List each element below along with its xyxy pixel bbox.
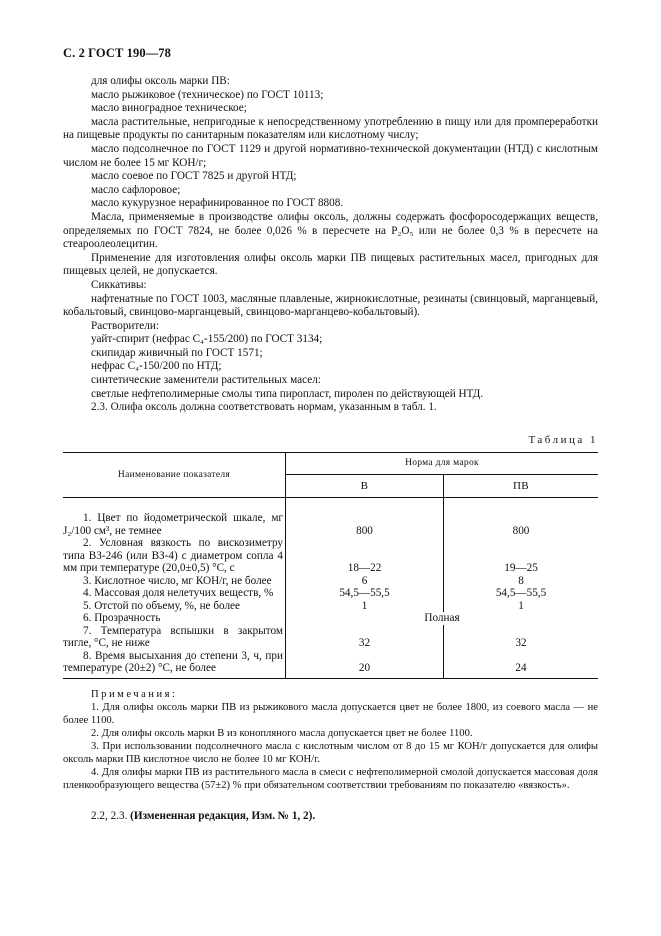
amendment-prefix: 2.2, 2.3. (91, 810, 131, 822)
indicator-text: 2. Условная вязкость по вискозиметру типа ВЗ-246 (или ВЗ-4) с диаметром сопла 4 мм при температуре (20,0±0,5) °С, с (63, 537, 283, 574)
notes-title: Примечания: (91, 689, 178, 700)
cell-value-pv: 24 (444, 650, 599, 679)
table-row (63, 600, 598, 613)
paragraph: масло кукурузное нерафинированное по ГОСТ 8808. (91, 197, 344, 210)
table-row (63, 625, 598, 650)
note-item: 2. Для олифы оксоль марки В из конопляного масла допускается цвет не более 1100. (91, 728, 473, 739)
cell-value-pv: 32 (515, 637, 527, 649)
cell-value-v: 18—22 (286, 537, 444, 575)
table-row (63, 537, 598, 575)
cell-indicator-name (63, 587, 286, 600)
cell-value-pv: 8 (518, 574, 524, 587)
paragraph: масло виноградное техническое; (91, 102, 247, 115)
paragraph: Сиккативы: (91, 278, 147, 291)
indicator-text: 6. Прозрачность (83, 612, 161, 624)
cell-value-v: 54,5—55,5 (286, 587, 444, 600)
column-header-name: Наименование показателя (63, 453, 286, 498)
indicator-text: 4. Массовая доля нелетучих веществ, % (83, 587, 274, 599)
paragraph: Растворители: (91, 319, 159, 332)
paragraph: светлые нефтеполимерные смолы типа пиропласт, пиролен по действующей НТД. (91, 387, 484, 400)
cell-value-pv: 54,5—55,5 (495, 587, 547, 599)
paragraph: Масла, применяемые в производстве олифы оксоль, должны содержать фосфоросодержащих веществ, определяемых по ГОСТ 7824, не более 0,026 % в пересчете на P₂O₅ или не более 0,3 % в пересчете на стеароолеолецитин. (63, 210, 598, 251)
paragraph: масло подсолнечное по ГОСТ 1129 и другой нормативно-технической документации (НТД) с кислотным числом не более 15 мг КОН/г; (63, 142, 598, 169)
note-item: 4. Для олифы марки ПВ из растительного масла в смеси с нефтеполимерной смолой допускается массовая доля пленкообразующего вещества (57±2) % при обязательном соответствии требованиям по показателю «вязкость». (63, 767, 598, 791)
cell-indicator-name (63, 625, 286, 650)
cell-value-v: 1 (286, 600, 444, 613)
note-item: 3. При использовании подсолнечного масла с кислотным числом от 8 до 15 мг КОН/г допускается для олифы оксоль марки ПВ кислотное число не более 10 мг КОН/г. (63, 741, 598, 765)
table-body (63, 498, 598, 679)
paragraph: нефрас С₄-150/200 по НТД; (91, 360, 222, 373)
cell-value-v: 6 (286, 575, 444, 588)
cell-value-pv: 19—25 (504, 562, 538, 574)
cell-value-v: 800 (286, 498, 444, 538)
cell-merged-value: Полная (424, 612, 460, 624)
paragraph: Применение для изготовления олифы оксоль марки ПВ пищевых растительных масел, пригодных для пищевых целей, не допускается. (63, 251, 598, 278)
column-header-v: В (286, 475, 444, 498)
indicator-text: 1. Цвет по йодометрической шкале, мг J₂/100 см³, не темнее (63, 512, 283, 537)
cell-indicator-name (63, 612, 286, 625)
notes (63, 688, 598, 792)
body-text (63, 75, 598, 415)
paragraph: скипидар живичный по ГОСТ 1571; (91, 346, 263, 359)
cell-indicator-name (63, 498, 286, 538)
paragraph: масло сафлоровое; (91, 183, 181, 196)
paragraph: уайт-спирит (нефрас С₄-155/200) по ГОСТ 3134; (91, 333, 323, 346)
indicator-text: 7. Температура вспышки в закрытом тигле, °С, не ниже (63, 624, 283, 649)
norms-table (63, 452, 598, 679)
table-caption: Таблица 1 (528, 434, 598, 446)
cell-value-v: 32 (286, 625, 444, 650)
table-row (63, 498, 598, 538)
paragraph: масло рыжиковое (техническое) по ГОСТ 10113; (91, 88, 324, 101)
cell-indicator-name (63, 650, 286, 679)
cell-indicator-name (63, 537, 286, 575)
cell-indicator-name (63, 600, 286, 613)
amendment-bold: (Измененная редакция, Изм. № 1, 2). (130, 810, 316, 822)
indicator-text: 8. Время высыхания до степени 3, ч, при температуре (20±2) °С, не более (63, 649, 283, 674)
table-row (63, 650, 598, 679)
table-row (63, 612, 598, 625)
paragraph: нафтенатные по ГОСТ 1003, масляные плавленые, жирнокислотные, резинаты (свинцовый, марганцевый, кобальтовый, свинцово-марганцевый, свинцово-марганцево-кобальтовый). (63, 292, 598, 319)
paragraph: масла растительные, непригодные к непосредственному употреблению в пищу или для промпереработки на пищевые продукты по санитарным показателям или кислотному числу; (63, 115, 598, 142)
paragraph: 2.3. Олифа оксоль должна соответствовать нормам, указанным в табл. 1. (91, 401, 437, 414)
table-row (63, 575, 598, 588)
indicator-text: 3. Кислотное число, мг КОН/г, не более (83, 574, 272, 587)
column-header-norm: Норма для марок (286, 453, 599, 475)
cell-value-pv: 1 (518, 599, 524, 612)
cell-value-pv: 800 (512, 524, 530, 537)
paragraph: синтетические заменители растительных масел: (91, 374, 321, 387)
note-item: 1. Для олифы оксоль марки ПВ из рыжикового масла допускается цвет не более 1800, из соевого масла — не более 1100. (63, 702, 598, 726)
page-header: С. 2 ГОСТ 190—78 (63, 46, 172, 60)
cell-indicator-name (63, 575, 286, 588)
cell-value-v: 20 (286, 650, 444, 679)
amendment-note (91, 810, 315, 824)
column-header-pv: ПВ (444, 475, 599, 498)
table-row (63, 587, 598, 600)
indicator-text: 5. Отстой по объему, %, не более (83, 599, 240, 612)
paragraph: масло соевое по ГОСТ 7825 и другой НТД; (91, 170, 297, 183)
paragraph: для олифы оксоль марки ПВ: (91, 75, 230, 87)
